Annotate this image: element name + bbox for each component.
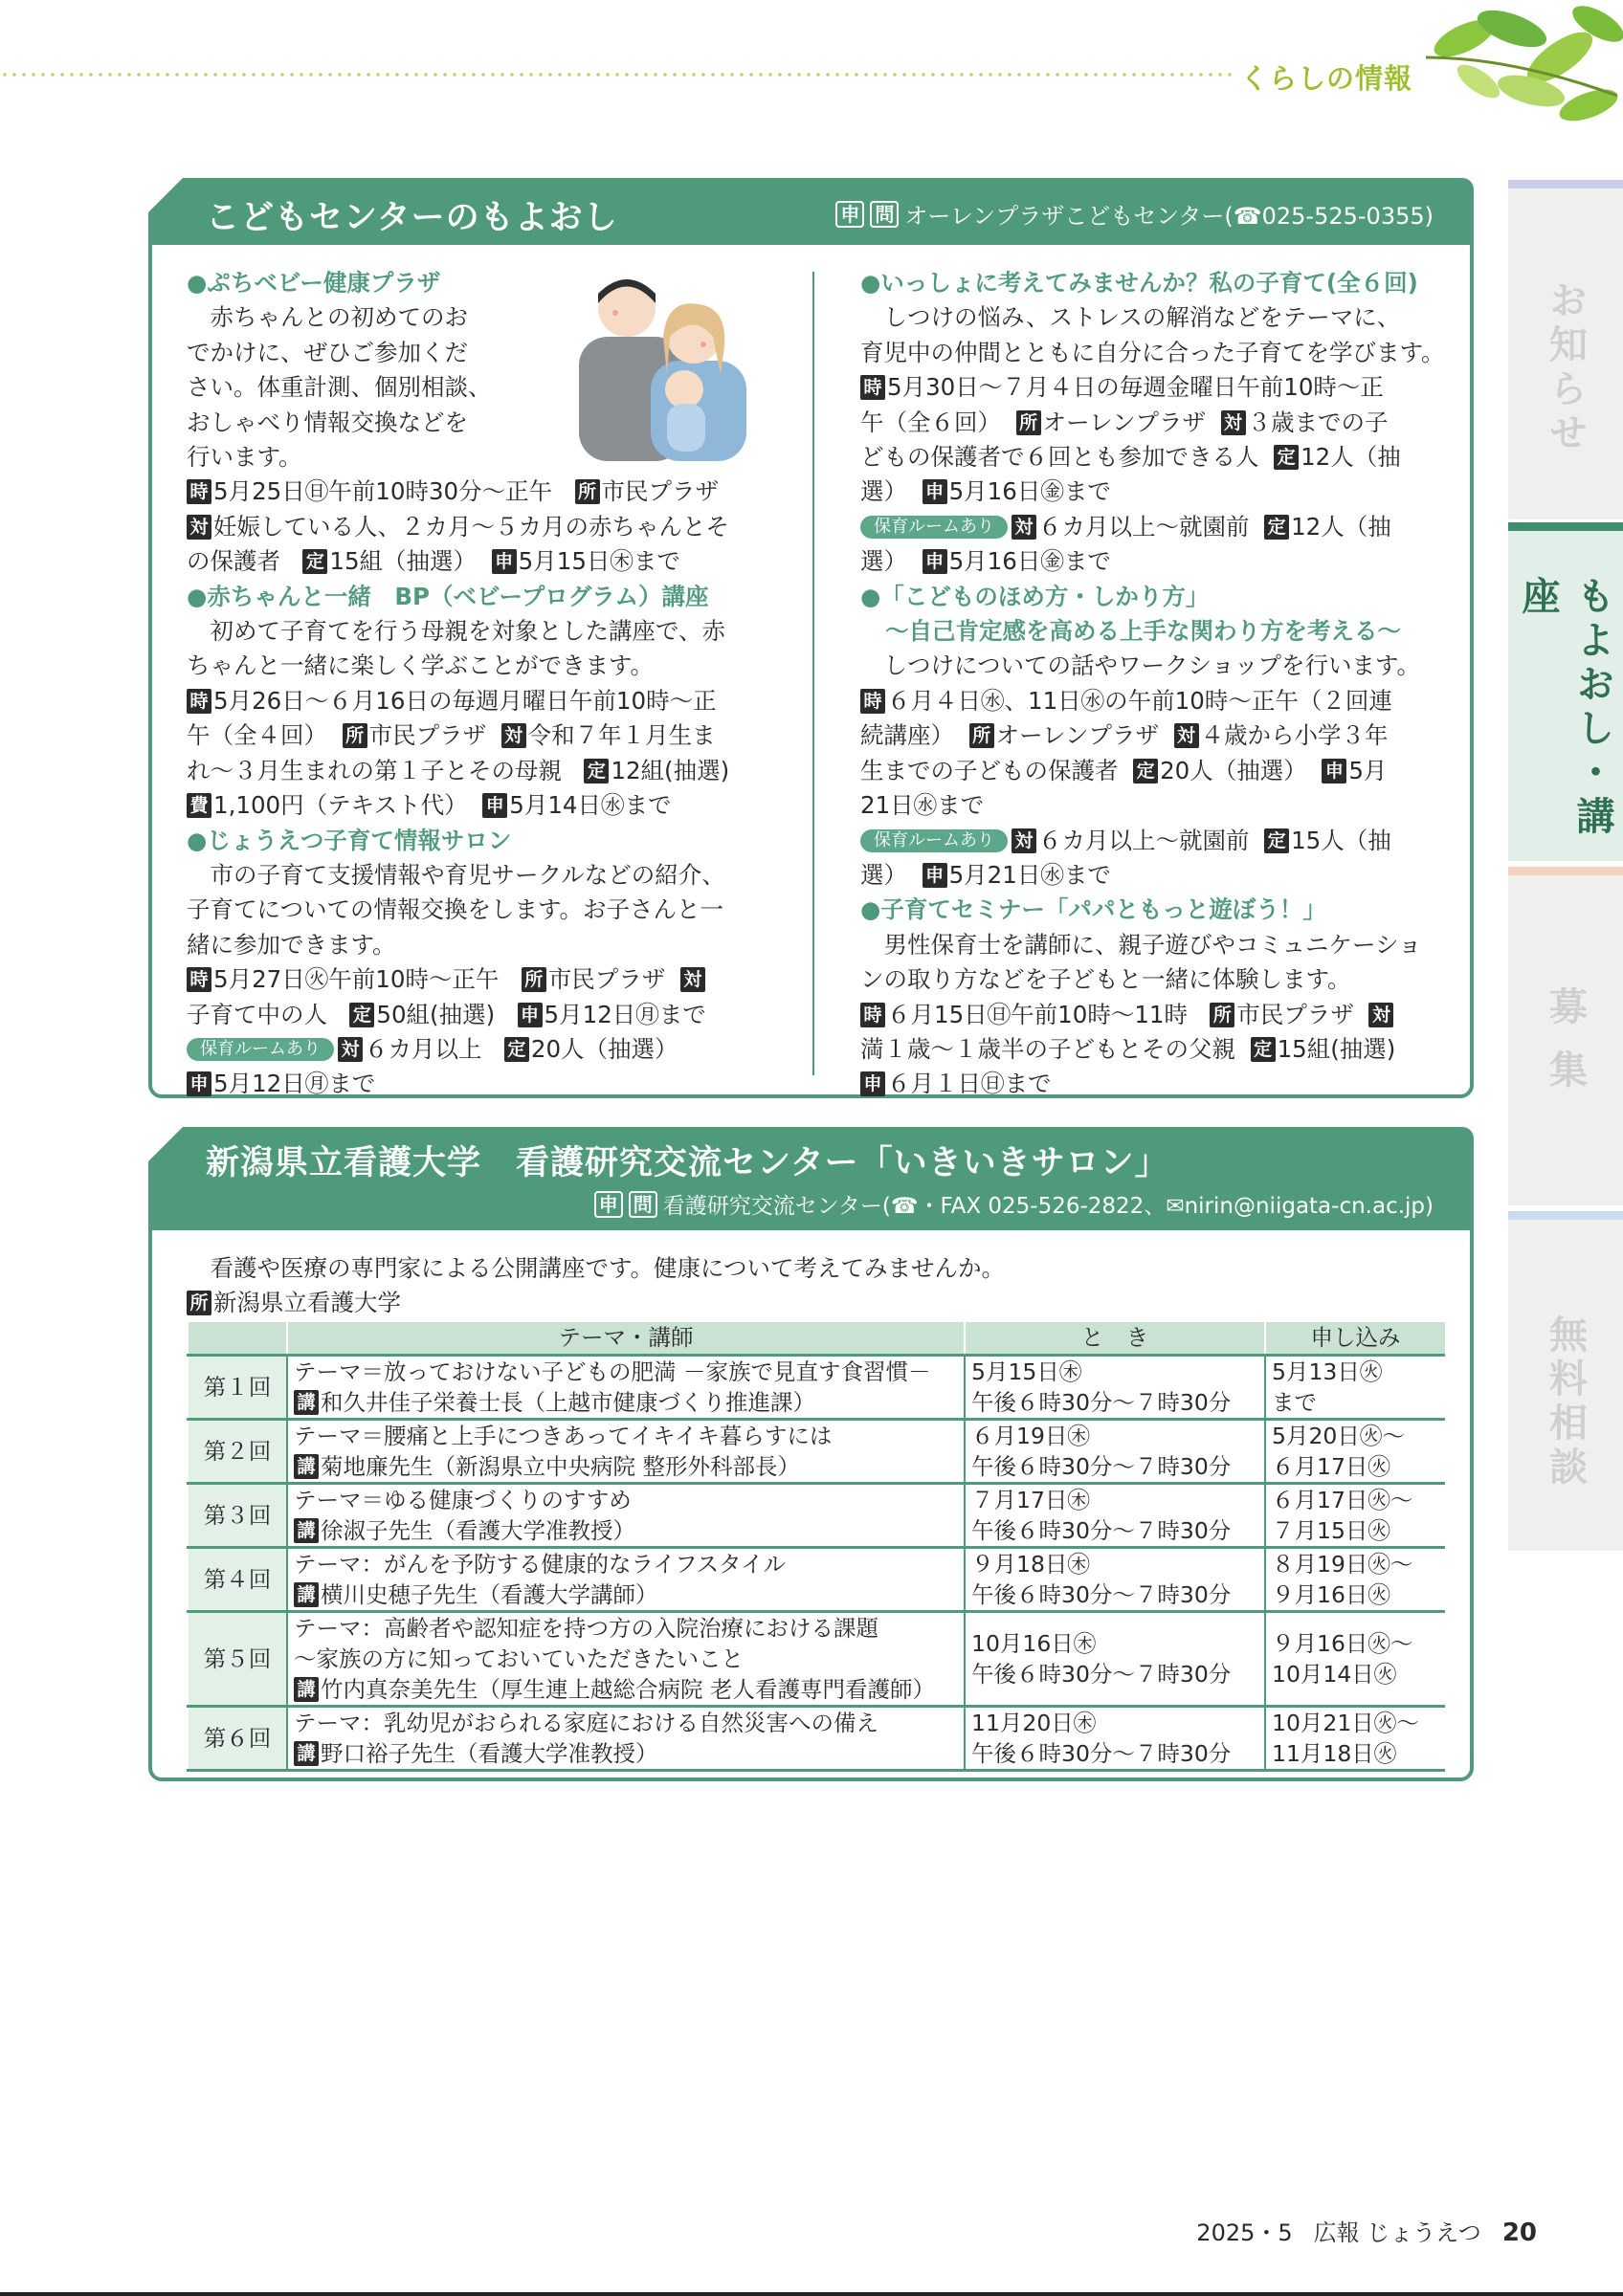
contact-info: 申 問 オーレンプラザこどもセンター(☎025-525-0355): [835, 197, 1434, 231]
dotted-rule: [0, 73, 1234, 77]
left-column: ●ぷちベビー健康プラザ 赤ちゃんとの初めてのお でかけに、ぜひご参加くだ さい。体重計測、個別相談、 おしゃべり情報交換などを 行います。 時 5月25日㊐午前10時30分～正午 所 市民プラザ 対 妊娠している人、２カ月～５カ月の赤ちゃんとそ の保護者 定 15組（抽選） 申 5月15日㊍まで ●赤ちゃんと一緒 BP（ベビープログラム）講座 初めて子育てを行う母親を対象とした講座で、赤 ちゃんと一緒に楽しく学ぶことができます。 時 5月26日～６月16日の毎週月曜日午前10時～正 午（全４回） 所 市民プラザ 対 令和７年１月生ま れ～３月生まれの第１子とその母親 定 12組(抽選) 費 1,100円（テキスト代） 申 5月14日㊌まで ●じょうえつ子育て情報サロン 市の子育て支援情報や育児サークルなどの紹介、 子育てについての情報交換をします。お子さんと一 緒に参加できます。 時 5月27日㊋午前10時～正午 所 市民プラザ 対 子育て中の人 定 50組(抽選) 申 5月12日㊊まで 保育ルームあり 対 ６カ月以上 定 20人（抽選） 申 5月12日㊊まで: [187, 266, 772, 1102]
table-row: 第６回 テーマ：乳幼児がおられる家庭における自然災害への備え 講 野口裕子先生（看護大学准教授） 11月20日㊍ 午後６時30分～７時30分 10月21日㊋～ 11月18日㊋: [188, 1706, 1445, 1770]
salon-venue: 新潟県立看護大学: [213, 1289, 401, 1316]
box-title: 新潟県立看護大学 看護研究交流センター「いきいきサロン」: [206, 1144, 1169, 1182]
side-tab-events[interactable]: もよおし・講座: [1508, 522, 1623, 861]
salon-intro: 看護や医療の専門家による公開講座です。健康について考えてみませんか。 所 新潟県立看護大学: [187, 1251, 1005, 1320]
event-title: ●子育てセミナー「パパともっと遊ぼう！」: [860, 895, 1326, 924]
box-header: [148, 1127, 1474, 1230]
event-title: ●いっしょに考えてみませんか？私の子育て(全６回): [860, 269, 1418, 297]
col-header: [188, 1322, 287, 1355]
col-header: と き: [965, 1322, 1265, 1355]
side-tab-recruit[interactable]: 募集: [1508, 867, 1623, 1205]
schedule-table: [187, 1322, 1445, 1772]
childcare-badge: 保育ルームあり: [860, 516, 1008, 539]
event-details: 時 5月25日㊐午前10時30分～正午 所 市民プラザ: [187, 475, 772, 509]
table-row: 第５回 テーマ：高齢者や認知症を持つ方の入院治療における課題 ～家族の方に知っておいていただきたいこと 講 竹内真奈美先生（厚生連上越総合病院 老人看護専門看護師） 10月16日㊍ 午後６時30分～７時30分 ９月16日㊋～ 10月14日㊋: [188, 1611, 1445, 1706]
event-title: ●赤ちゃんと一緒 BP（ベビープログラム）講座: [187, 582, 709, 610]
right-column: ●いっしょに考えてみませんか？私の子育て(全６回) しつけの悩み、ストレスの解消などをテーマに、 育児中の仲間とともに自分に合った子育てを学びます。 時 5月30日～７月４日の毎週金曜日午前10時～正 午（全６回） 所 オーレンプラザ 対 ３歳までの子 どもの保護者で６回とも参加できる人 定 12人（抽 選） 申 5月16日㊎まで 保育ルームあり 対 ６カ月以上～就園前 定 12人（抽 選） 申 5月16日㊎まで ●「こどものほめ方・しかり方」 ～自己肯定感を高める上手な関わり方を考える～ しつけについての話やワークショップを行います。 時 ６月４日㊌、11日㊌の午前10時～正午（２回連 続講座） 所 オーレンプラザ 対 ４歳から小学３年 生までの子どもの保護者 定 20人（抽選） 申 5月 21日㊌まで 保育ルームあり 対 ６カ月以上～就園前 定 15人（抽 選） 申 5月21日㊌まで ●子育てセミナー「パパともっと遊ぼう！」 男性保育士を講師に、親子遊びやコミュニケーショ ンの取り方などを子どもと一緒に体験します。 時 ６月15日㊐午前10時～11時 所 市民プラザ 対 満１歳～１歳半の子どもとその父親 定 15組(抽選) 申 ６月１日㊐まで: [860, 266, 1446, 1102]
box-title: こどもセンターのもよおし: [206, 199, 618, 237]
side-tab-consult[interactable]: 無料相談: [1508, 1211, 1623, 1551]
side-tab-news[interactable]: お知らせ: [1508, 180, 1623, 519]
col-header: 申し込み: [1265, 1322, 1445, 1355]
publication-name: 広報 じょうえつ: [1313, 2219, 1481, 2246]
section-label: くらしの情報: [1240, 62, 1413, 95]
table-row: 第３回 テーマ＝ゆる健康づくりのすすめ 講 徐淑子先生（看護大学准教授） ７月17日㊍ 午後６時30分～７時30分 ６月17日㊋～ ７月15日㊋: [188, 1483, 1445, 1547]
box-header: [148, 178, 1474, 245]
leaves-decoration: [1407, 0, 1623, 134]
kids-center-events-box: [148, 178, 1474, 1098]
page-number: 20: [1501, 2219, 1537, 2247]
bottom-rule: [0, 2292, 1623, 2296]
page-footer: [1196, 2214, 1537, 2247]
childcare-badge: 保育ルームあり: [860, 829, 1008, 852]
nursing-salon-box: [148, 1127, 1474, 1781]
childcare-badge: 保育ルームあり: [187, 1038, 334, 1061]
column-divider: [812, 272, 814, 1075]
table-row: 第１回 テーマ＝放っておけない子どもの肥満 －家族で見直す食習慣－ 講 和久井佳子栄養士長（上越市健康づくり推進課） 5月15日㊍ 午後６時30分～７時30分 5月13日㊋ まで: [188, 1355, 1445, 1419]
contact-info: 申 問 看護研究交流センター(☎・FAX 025-526-2822、✉nirin@niigata-cn.ac.jp): [594, 1188, 1434, 1220]
table-row: 第２回 テーマ＝腰痛と上手につきあってイキイキ暮らすには 講 菊地廉先生（新潟県立中央病院 整形外科部長） ６月19日㊍ 午後６時30分～７時30分 5月20日㊋～ ６月17日㊋: [188, 1419, 1445, 1483]
event-title: ●ぷちベビー健康プラザ: [187, 269, 441, 297]
event-title: ●「こどものほめ方・しかり方」: [860, 582, 1210, 610]
parents-illustration: [560, 270, 751, 461]
event-title: ●じょうえつ子育て情報サロン: [187, 826, 512, 854]
issue-date: 2025・5: [1196, 2219, 1293, 2246]
event-desc: 赤ちゃんとの初めてのお でかけに、ぜひご参加くだ さい。体重計測、個別相談、 おしゃべり情報交換などを 行います。: [187, 303, 492, 472]
col-header: テーマ・講師: [287, 1322, 965, 1355]
table-row: 第４回 テーマ：がんを予防する健康的なライフスタイル 講 横川史穂子先生（看護大学講師） ９月18日㊍ 午後６時30分～７時30分 ８月19日㊋～ ９月16日㊋: [188, 1547, 1445, 1611]
event-subtitle: ～自己肯定感を高める上手な関わり方を考える～: [885, 617, 1401, 646]
